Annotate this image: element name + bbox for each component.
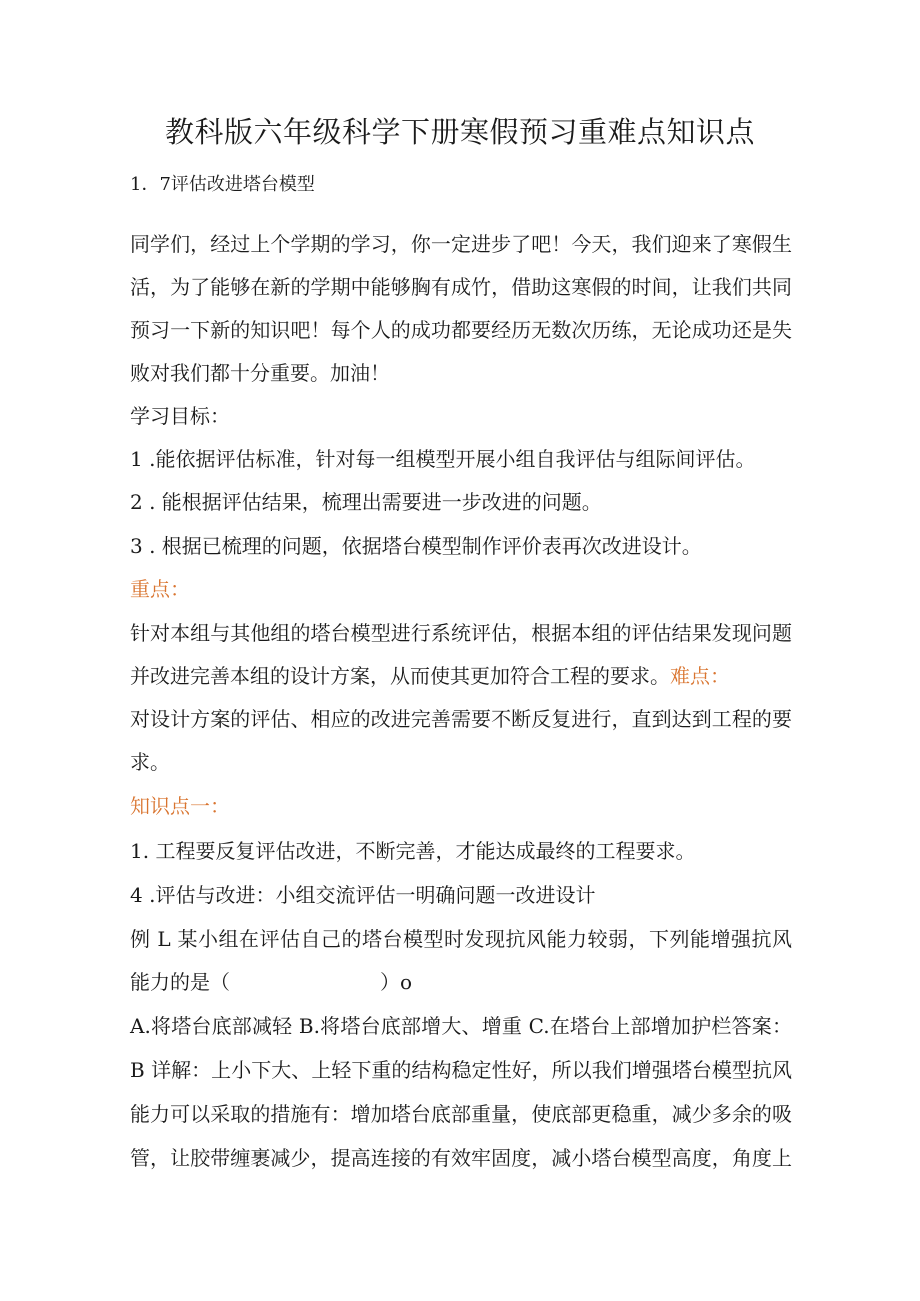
- key-point-line-1: 针对本组与其他组的塔台模型进行系统评估，根据本组的评估结果发现问题: [130, 621, 792, 645]
- goal-item-3: 3 . 根据已梳理的问题，依据塔台模型制作评价表再次改进设计。: [130, 534, 702, 558]
- intro-line-1: 同学们，经过上个学期的学习，你一定进步了吧！今天，我们迎来了寒假生: [130, 232, 792, 256]
- document-title: 教科版六年级科学下册寒假预习重难点知识点: [164, 115, 755, 149]
- example-question-prefix: 能力的是（: [130, 970, 230, 994]
- example-question-line-2: [130, 967, 412, 997]
- knowledge-item-2: 4 .评估与改进：小组交流评估一明确问题一改进设计: [130, 883, 596, 907]
- goal-item-1: 1 .能依据评估标准，针对每一组模型开展小组自我评估与组际间评估。: [130, 447, 756, 471]
- goal-item-2: 2 . 能根据评估结果，梳理出需要进一步改进的问题。: [130, 490, 602, 514]
- difficulty-heading: 难点：: [670, 664, 730, 688]
- knowledge-heading: 知识点一：: [130, 794, 230, 818]
- explanation-line-2: 能力可以采取的措施有：增加塔台底部重量，使底部更稳重，减少多余的吸: [130, 1102, 792, 1126]
- knowledge-item-1: 1. 工程要反复评估改进，不断完善，才能达成最终的工程要求。: [130, 839, 696, 863]
- difficulty-line-1: 对设计方案的评估、相应的改进完善需要不断反复进行，直到达到工程的要: [130, 707, 792, 731]
- key-point-line-2: [130, 661, 730, 691]
- intro-line-3: 预习一下新的知识吧！每个人的成功都要经历无数次历练，无论成功还是失: [130, 318, 792, 342]
- explanation-line-1: B 详解：上小下大、上轻下重的结构稳定性好，所以我们增强塔台模型抗风: [130, 1058, 792, 1082]
- lesson-heading: 1．7评估改进塔台模型: [130, 174, 315, 195]
- difficulty-line-2: 求。: [130, 750, 170, 774]
- example-question-suffix: ）o: [380, 970, 413, 994]
- key-point-line-2-text: 并改进完善本组的设计方案，从而使其更加符合工程的要求。: [130, 664, 670, 688]
- example-question-line-1: 例 L 某小组在评估自己的塔台模型时发现抗风能力较弱，下列能增强抗风: [130, 927, 792, 951]
- key-point-heading: 重点：: [130, 577, 190, 601]
- answer-options-line: A.将塔台底部减轻 B.将塔台底部增大、增重 C.在塔台上部增加护栏答案：: [130, 1014, 792, 1038]
- goals-heading: 学习目标：: [130, 404, 230, 428]
- intro-line-4: 败对我们都十分重要。加油！: [130, 361, 390, 385]
- explanation-line-3: 管，让胶带缠裹减少，提高连接的有效牢固度，减小塔台模型高度，角度上: [130, 1146, 792, 1170]
- intro-line-2: 活，为了能够在新的学期中能够胸有成竹，借助这寒假的时间，让我们共同: [130, 275, 792, 299]
